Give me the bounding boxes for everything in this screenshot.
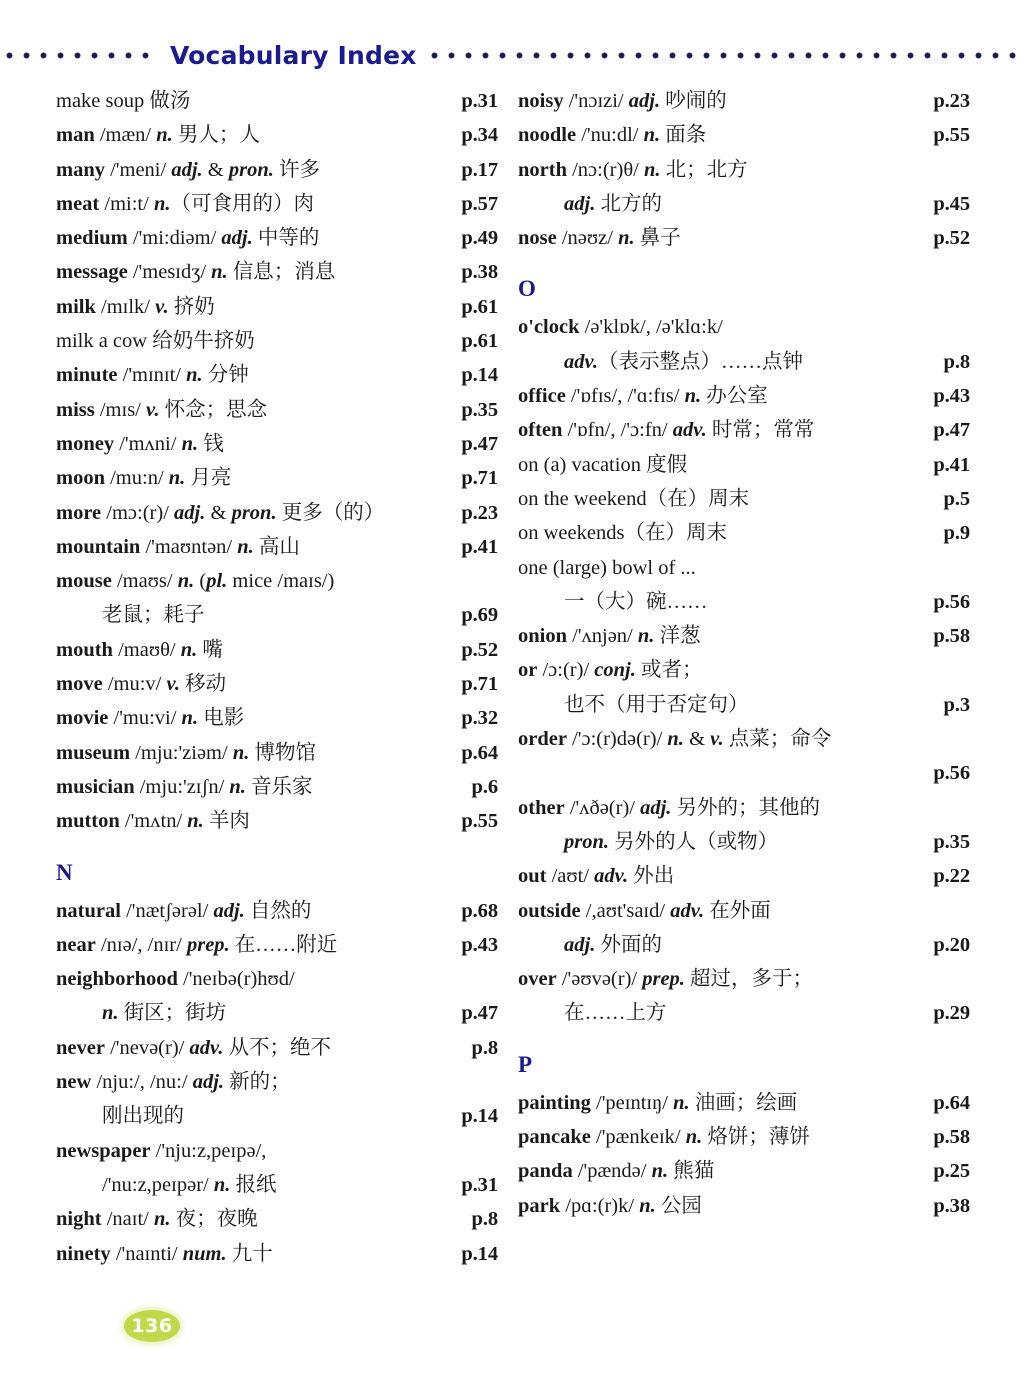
index-entry-text: 也不（用于否定句）: [564, 693, 749, 716]
index-entry-text: out /aʊt/ adv. 外出: [518, 865, 675, 888]
index-entry-text: night /naɪt/ n. 夜；夜晚: [56, 1208, 258, 1231]
index-entry: [518, 221, 970, 255]
index-entry-page: p.41: [461, 535, 498, 558]
index-entry-text: /'nu:z,peɪpər/ n. 报纸: [102, 1173, 277, 1196]
index-entry-continuation: [518, 756, 970, 790]
index-entry: [56, 187, 498, 221]
index-entry: [56, 770, 498, 804]
index-entry: [56, 221, 498, 255]
index-entry-page: p.38: [461, 261, 498, 284]
index-entry: [56, 84, 498, 118]
index-entry-text: 老鼠；耗子: [102, 604, 205, 627]
index-entry: [518, 722, 970, 756]
index-entry-text: pron. 另外的人（或物）: [564, 830, 779, 853]
page-header: [0, 38, 1024, 72]
index-entry-continuation: [56, 598, 498, 632]
index-entry: [56, 1134, 498, 1168]
index-entry: [56, 461, 498, 495]
index-entry: [518, 413, 970, 447]
index-entry-page: p.23: [461, 501, 498, 524]
index-entry: [56, 804, 498, 838]
index-entry-text: minute /'mɪnɪt/ n. 分钟: [56, 364, 249, 387]
index-entry: [56, 701, 498, 735]
index-entry: [518, 153, 970, 187]
index-entry-text: neighborhood /'neɪbə(r)hʊd/: [56, 968, 295, 991]
index-entry-page: p.8: [471, 1208, 498, 1231]
index-entry-page: p.31: [461, 1173, 498, 1196]
index-entry-text: ninety /'naɪnti/ num. 九十: [56, 1242, 273, 1265]
index-entry-page: p.6: [471, 775, 498, 798]
index-entry-page: p.35: [461, 398, 498, 421]
index-entry-page: p.58: [933, 625, 970, 648]
index-entry-page: p.47: [461, 432, 498, 455]
index-entry-text: outside /,aʊt'saɪd/ adv. 在外面: [518, 899, 771, 922]
index-entry: [56, 393, 498, 427]
header-dots-left: [6, 38, 156, 72]
index-entry-text: never /'nevə(r)/ adv. 从不；绝不: [56, 1036, 332, 1059]
index-entry-text: 在……上方: [564, 1002, 667, 1025]
index-entry-page: p.58: [933, 1126, 970, 1149]
index-entry-text: order /'ɔ:(r)də(r)/ n. & v. 点菜；命令: [518, 728, 832, 751]
page-title: Vocabulary Index: [170, 40, 417, 70]
index-entry-page: p.61: [461, 295, 498, 318]
index-entry: [56, 736, 498, 770]
index-entry-page: p.43: [461, 933, 498, 956]
index-entry-text: adv.（表示整点）……点钟: [564, 350, 803, 373]
index-entry: [56, 118, 498, 152]
index-entry-page: p.45: [933, 192, 970, 215]
index-entry-page: p.52: [461, 638, 498, 661]
index-entry-page: p.49: [461, 227, 498, 250]
index-entry-text: adj. 外面的: [564, 933, 662, 956]
index-entry: [518, 482, 970, 516]
index-entry-continuation: [56, 996, 498, 1030]
index-entry-text: noodle /'nu:dl/ n. 面条: [518, 124, 707, 147]
index-entry-page: p.17: [461, 158, 498, 181]
index-entry-continuation: [518, 928, 970, 962]
index-entry-page: p.32: [461, 707, 498, 730]
index-entry-text: milk a cow 给奶牛挤奶: [56, 330, 255, 353]
index-entry-text: 一（大）碗……: [564, 590, 708, 613]
index-entry: [518, 448, 970, 482]
index-entry: [56, 1202, 498, 1236]
index-entry-text: meat /mi:t/ n.（可食用的）肉: [56, 192, 314, 215]
index-entry-text: man /mæn/ n. 男人；人: [56, 124, 260, 147]
index-entry-text: newspaper /'nju:z,peɪpə/,: [56, 1139, 267, 1162]
index-entry-page: p.43: [933, 385, 970, 408]
index-entry-page: p.8: [471, 1036, 498, 1059]
index-entry-text: moon /mu:n/ n. 月亮: [56, 467, 232, 490]
index-entry-page: p.41: [933, 453, 970, 476]
index-entry: [518, 962, 970, 996]
index-entry: [56, 324, 498, 358]
index-entry-page: p.5: [943, 487, 970, 510]
index-entry-page: p.3: [943, 693, 970, 716]
index-entry: [518, 516, 970, 550]
index-entry-text: more /mɔ:(r)/ adj. & pron. 更多（的）: [56, 501, 385, 524]
index-entry-text: over /'əʊvə(r)/ prep. 超过，多于；: [518, 968, 814, 991]
index-entry: [518, 379, 970, 413]
index-entry: [518, 791, 970, 825]
index-entry-text: money /'mʌni/ n. 钱: [56, 432, 224, 455]
index-entry-page: p.57: [461, 192, 498, 215]
index-entry-text: mouse /maʊs/ n. (pl. mice /maɪs/): [56, 570, 335, 593]
index-entry-page: p.38: [933, 1194, 970, 1217]
index-entry: [518, 653, 970, 687]
index-entry-continuation: [56, 1168, 498, 1202]
index-entry-text: north /nɔ:(r)θ/ n. 北；北方: [518, 158, 748, 181]
index-entry-page: p.8: [943, 350, 970, 373]
index-entry-text: milk /mɪlk/ v. 挤奶: [56, 295, 215, 318]
index-entry-page: p.52: [933, 227, 970, 250]
index-entry: [56, 1237, 498, 1271]
index-entry: [518, 1154, 970, 1188]
index-entry-continuation: [518, 187, 970, 221]
index-entry-text: new /nju:/, /nu:/ adj. 新的；: [56, 1071, 291, 1094]
index-entry-text: office /'ɒfɪs/, /'ɑ:fɪs/ n. 办公室: [518, 385, 768, 408]
index-entry: [56, 427, 498, 461]
index-entry-page: p.31: [461, 90, 498, 112]
index-entry-text: mouth /maʊθ/ n. 嘴: [56, 638, 223, 661]
index-entry-text: medium /'mi:diəm/ adj. 中等的: [56, 227, 320, 250]
index-entry: [56, 667, 498, 701]
index-entry-continuation: [518, 996, 970, 1030]
index-entry-page: p.71: [461, 467, 498, 490]
index-entry-page: p.14: [461, 364, 498, 387]
index-entry: [56, 928, 498, 962]
index-entry-text: often /'ɒfn/, /'ɔ:fn/ adv. 时常；常常: [518, 419, 815, 442]
index-entry-text: movie /'mu:vi/ n. 电影: [56, 707, 245, 730]
section-letter-n: N: [56, 859, 73, 885]
index-entry-text: make soup 做汤: [56, 90, 191, 112]
index-entry-text: many /'meni/ adj. & pron. 许多: [56, 158, 320, 181]
index-entry-page: p.47: [461, 1002, 498, 1025]
index-entry-text: museum /mju:'ziəm/ n. 博物馆: [56, 741, 316, 764]
index-entry-page: p.64: [461, 741, 498, 764]
index-entry-text: musician /mju:'zɪʃn/ n. 音乐家: [56, 775, 313, 798]
index-entry-page: p.34: [461, 124, 498, 147]
index-entry-text: mutton /'mʌtn/ n. 羊肉: [56, 810, 250, 833]
index-entry: [56, 564, 498, 598]
index-entry-page: p.14: [461, 1105, 498, 1128]
index-entry: [518, 310, 970, 344]
index-entry-text: mountain /'maʊntən/ n. 高山: [56, 535, 300, 558]
index-entry: [56, 496, 498, 530]
index-entry-text: move /mu:v/ v. 移动: [56, 673, 227, 696]
index-entry: [518, 84, 970, 118]
index-entry-text: panda /'pændə/ n. 熊猫: [518, 1160, 715, 1183]
index-entry-page: p.56: [933, 590, 970, 613]
index-entry: [56, 358, 498, 392]
index-entry: [56, 1065, 498, 1099]
index-entry: [518, 1189, 970, 1223]
index-entry-page: p.14: [461, 1242, 498, 1265]
index-entry: [56, 153, 498, 187]
index-entry-page: p.22: [933, 865, 970, 888]
index-entry: [56, 962, 498, 996]
index-entry-text: 刚出现的: [102, 1105, 184, 1128]
index-entry-text: adj. 北方的: [564, 192, 662, 215]
index-entry-page: p.9: [943, 522, 970, 545]
index-entry-text: miss /mɪs/ v. 怀念；思念: [56, 398, 268, 421]
index-columns: [0, 84, 1024, 1271]
index-column-right: [512, 84, 1024, 1271]
index-entry-text: pancake /'pænkeɪk/ n. 烙饼；薄饼: [518, 1126, 810, 1149]
index-entry-text: message /'mesɪdʒ/ n. 信息；消息: [56, 261, 336, 284]
index-entry-text: other /'ʌðə(r)/ adj. 另外的；其他的: [518, 796, 821, 819]
index-entry-continuation: [518, 345, 970, 379]
index-entry: [56, 255, 498, 289]
index-entry-page: p.56: [933, 762, 970, 785]
index-entry-text: on weekends（在）周末: [518, 522, 727, 545]
index-entry-page: p.29: [933, 1002, 970, 1025]
index-entry-text: on (a) vacation 度假: [518, 453, 688, 476]
index-entry-page: p.23: [933, 90, 970, 112]
index-entry-continuation: [518, 688, 970, 722]
index-entry: [56, 290, 498, 324]
header-dots-right: [431, 38, 1024, 72]
index-entry: [56, 894, 498, 928]
index-entry-page: p.35: [933, 830, 970, 853]
index-entry-page: p.55: [933, 124, 970, 147]
index-entry-text: natural /'nætʃərəl/ adj. 自然的: [56, 899, 312, 922]
index-entry-page: p.69: [461, 604, 498, 627]
index-entry: [518, 859, 970, 893]
index-entry-text: or /ɔ:(r)/ conj. 或者；: [518, 659, 703, 682]
index-column-left: [0, 84, 512, 1271]
index-entry-text: onion /'ʌnjən/ n. 洋葱: [518, 625, 701, 648]
index-entry: [56, 633, 498, 667]
index-entry-page: p.25: [933, 1160, 970, 1183]
index-entry-continuation: [56, 1099, 498, 1133]
index-entry-text: one (large) bowl of ...: [518, 556, 696, 579]
page-number-badge: [124, 1310, 180, 1342]
index-entry-page: p.61: [461, 330, 498, 353]
index-entry-text: o'clock /ə'klɒk/, /ə'klɑ:k/: [518, 316, 723, 339]
index-entry: [56, 1031, 498, 1065]
index-entry-text: noisy /'nɔɪzi/ adj. 吵闹的: [518, 90, 727, 112]
index-entry: [518, 1120, 970, 1154]
index-entry-text: painting /'peɪntɪŋ/ n. 油画；绘画: [518, 1091, 798, 1114]
index-entry: [518, 1086, 970, 1120]
index-entry-text: park /pɑ:(r)k/ n. 公园: [518, 1194, 702, 1217]
index-entry: [518, 118, 970, 152]
index-entry-page: p.68: [461, 899, 498, 922]
page-number-label: 136: [131, 1315, 173, 1337]
index-entry-text: n. 街区；街坊: [102, 1002, 227, 1025]
index-entry-page: p.20: [933, 933, 970, 956]
index-entry: [518, 894, 970, 928]
section-letter-p: P: [518, 1051, 533, 1077]
index-entry-text: near /nɪə/, /nɪr/ prep. 在……附近: [56, 933, 338, 956]
index-entry-page: p.47: [933, 419, 970, 442]
index-entry-page: p.55: [461, 810, 498, 833]
index-entry-continuation: [518, 585, 970, 619]
index-entry: [518, 551, 970, 585]
index-entry: [56, 530, 498, 564]
index-entry-page: p.64: [933, 1091, 970, 1114]
index-entry-text: on the weekend（在）周末: [518, 487, 750, 510]
section-letter-o: O: [518, 276, 536, 302]
index-entry-page: p.71: [461, 673, 498, 696]
index-entry: [518, 619, 970, 653]
index-entry-text: nose /nəʊz/ n. 鼻子: [518, 227, 681, 250]
index-entry-continuation: [518, 825, 970, 859]
